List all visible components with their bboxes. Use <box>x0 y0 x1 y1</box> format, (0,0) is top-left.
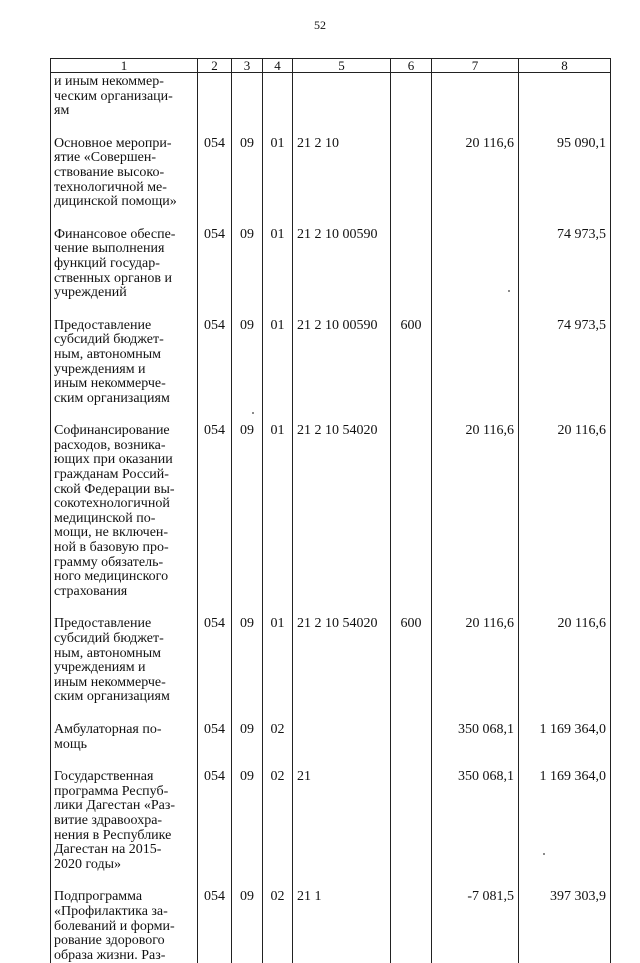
row-name-line: ющих при оказании <box>54 453 197 468</box>
col6-cell: 600 <box>391 615 432 705</box>
col6-cell <box>391 226 432 301</box>
col4-cell: 01 <box>263 422 293 599</box>
row-name-line: мощь <box>54 738 197 753</box>
row-name-line: ной в базовую про- <box>54 541 197 556</box>
row-name-line: медицинской по- <box>54 512 197 527</box>
row-name-line: ного медицинского <box>54 570 197 585</box>
row-name-cell <box>51 135 198 210</box>
spacer-cell <box>432 406 519 422</box>
table-row <box>51 135 611 210</box>
row-name-line: Основное меропри- <box>54 137 197 152</box>
col3-cell: 09 <box>232 226 263 301</box>
col8-amount-cell: 20 116,6 <box>519 422 611 599</box>
row-name-line: Предоставление <box>54 319 197 334</box>
spacer-row <box>51 599 611 615</box>
spacer-cell <box>519 705 611 721</box>
col4-cell: 01 <box>263 615 293 705</box>
scan-speck <box>508 290 510 292</box>
row-name-line: Предоставление <box>54 617 197 632</box>
row-name-line: образа жизни. Раз- <box>54 949 197 963</box>
col7-amount-cell: 20 116,6 <box>432 615 519 705</box>
col7-amount-cell <box>432 73 519 119</box>
col3-cell: 09 <box>232 422 263 599</box>
col8-amount-cell: 95 090,1 <box>519 135 611 210</box>
spacer-cell <box>432 210 519 226</box>
spacer-cell <box>293 301 391 317</box>
row-name-line: ским организациям <box>54 690 197 705</box>
row-name-line: субсидий бюджет- <box>54 632 197 647</box>
spacer-cell <box>293 406 391 422</box>
row-name-line: мощи, не включен- <box>54 526 197 541</box>
spacer-cell <box>293 705 391 721</box>
col4-cell: 02 <box>263 721 293 752</box>
col4-cell: 02 <box>263 768 293 872</box>
col7-amount-cell: 20 116,6 <box>432 135 519 210</box>
col6-cell <box>391 768 432 872</box>
spacer-cell <box>263 210 293 226</box>
spacer-cell <box>263 705 293 721</box>
col4-cell <box>263 73 293 119</box>
row-name-line: учреждениям и <box>54 363 197 378</box>
row-name-line: расходов, возника- <box>54 439 197 454</box>
col5-code-cell: 21 2 10 54020 <box>293 615 391 705</box>
table-row <box>51 73 611 119</box>
row-name-cell <box>51 768 198 872</box>
row-name-line: иным некоммерче- <box>54 676 197 691</box>
spacer-cell <box>519 301 611 317</box>
scan-speck <box>543 853 545 855</box>
row-name-line: Финансовое обеспе- <box>54 228 197 243</box>
row-name-line: иным некоммерче- <box>54 377 197 392</box>
col7-amount-cell: 20 116,6 <box>432 422 519 599</box>
spacer-cell <box>198 872 232 888</box>
col4-cell: 02 <box>263 888 293 963</box>
spacer-row <box>51 119 611 135</box>
budget-table <box>50 58 611 963</box>
row-name-cell <box>51 888 198 963</box>
spacer-cell <box>391 406 432 422</box>
row-name-line: ской Федерации вы- <box>54 483 197 498</box>
col2-cell: 054 <box>198 768 232 872</box>
col5-code-cell: 21 2 10 00590 <box>293 317 391 407</box>
spacer-cell <box>391 752 432 768</box>
spacer-cell <box>432 119 519 135</box>
col2-cell: 054 <box>198 317 232 407</box>
col6-cell <box>391 135 432 210</box>
column-header: 2 <box>198 59 232 73</box>
spacer-row <box>51 301 611 317</box>
spacer-cell <box>519 599 611 615</box>
col8-amount-cell: 1 169 364,0 <box>519 768 611 872</box>
spacer-cell <box>198 301 232 317</box>
row-name-line: чение выполнения <box>54 242 197 257</box>
spacer-cell <box>232 752 263 768</box>
spacer-cell <box>51 119 198 135</box>
row-name-line: дицинской помощи» <box>54 195 197 210</box>
spacer-cell <box>432 599 519 615</box>
spacer-cell <box>519 406 611 422</box>
row-name-line: ным, автономным <box>54 647 197 662</box>
row-name-cell <box>51 317 198 407</box>
col5-code-cell: 21 2 10 <box>293 135 391 210</box>
col5-code-cell: 21 <box>293 768 391 872</box>
spacer-row <box>51 406 611 422</box>
spacer-cell <box>263 752 293 768</box>
col4-cell: 01 <box>263 135 293 210</box>
col6-cell <box>391 73 432 119</box>
row-name-line: технологичной ме- <box>54 181 197 196</box>
spacer-cell <box>51 210 198 226</box>
row-name-line: Дагестан на 2015- <box>54 843 197 858</box>
row-name-cell <box>51 615 198 705</box>
spacer-cell <box>432 872 519 888</box>
col6-cell <box>391 888 432 963</box>
row-name-cell <box>51 422 198 599</box>
row-name-line: нения в Республике <box>54 829 197 844</box>
row-name-line: субсидий бюджет- <box>54 333 197 348</box>
col5-code-cell <box>293 721 391 752</box>
col3-cell <box>232 73 263 119</box>
spacer-cell <box>293 752 391 768</box>
spacer-cell <box>519 119 611 135</box>
spacer-cell <box>391 301 432 317</box>
column-header: 5 <box>293 59 391 73</box>
row-name-line: страхования <box>54 585 197 600</box>
col5-code-cell: 21 2 10 00590 <box>293 226 391 301</box>
row-name-cell <box>51 721 198 752</box>
spacer-row <box>51 210 611 226</box>
col2-cell: 054 <box>198 226 232 301</box>
col2-cell <box>198 73 232 119</box>
table-row <box>51 615 611 705</box>
col2-cell: 054 <box>198 135 232 210</box>
col7-amount-cell <box>432 226 519 301</box>
column-header: 1 <box>51 59 198 73</box>
row-name-line: сокотехнологичной <box>54 497 197 512</box>
col8-amount-cell: 74 973,5 <box>519 317 611 407</box>
row-name-line: «Профилактика за- <box>54 905 197 920</box>
spacer-cell <box>51 872 198 888</box>
row-name-line: ческим организаци- <box>54 90 197 105</box>
spacer-cell <box>263 872 293 888</box>
row-name-cell <box>51 73 198 119</box>
row-name-line: учреждениям и <box>54 661 197 676</box>
spacer-cell <box>232 406 263 422</box>
row-name-line: Софинансирование <box>54 424 197 439</box>
row-name-line: ным, автономным <box>54 348 197 363</box>
col5-code-cell: 21 2 10 54020 <box>293 422 391 599</box>
spacer-cell <box>232 872 263 888</box>
row-name-line: Амбулаторная по- <box>54 723 197 738</box>
spacer-cell <box>293 119 391 135</box>
spacer-cell <box>293 210 391 226</box>
column-header: 3 <box>232 59 263 73</box>
row-name-line: программа Респуб- <box>54 785 197 800</box>
row-name-line: и иным некоммер- <box>54 75 197 90</box>
row-name-line: функций государ- <box>54 257 197 272</box>
row-name-line: ским организациям <box>54 392 197 407</box>
col8-amount-cell: 74 973,5 <box>519 226 611 301</box>
col6-cell: 600 <box>391 317 432 407</box>
col3-cell: 09 <box>232 888 263 963</box>
spacer-cell <box>51 406 198 422</box>
spacer-cell <box>232 119 263 135</box>
column-header: 8 <box>519 59 611 73</box>
col8-amount-cell: 397 303,9 <box>519 888 611 963</box>
spacer-cell <box>432 752 519 768</box>
row-name-line: гражданам Россий- <box>54 468 197 483</box>
spacer-row <box>51 752 611 768</box>
spacer-cell <box>263 406 293 422</box>
spacer-cell <box>391 705 432 721</box>
row-name-line: ям <box>54 104 197 119</box>
col8-amount-cell <box>519 73 611 119</box>
spacer-cell <box>198 599 232 615</box>
spacer-cell <box>198 406 232 422</box>
row-name-line: лики Дагестан «Раз- <box>54 799 197 814</box>
spacer-cell <box>232 705 263 721</box>
spacer-row <box>51 705 611 721</box>
spacer-cell <box>519 872 611 888</box>
col2-cell: 054 <box>198 721 232 752</box>
col2-cell: 054 <box>198 888 232 963</box>
spacer-cell <box>391 872 432 888</box>
row-name-line: витие здравоохра- <box>54 814 197 829</box>
spacer-cell <box>51 705 198 721</box>
table-row <box>51 768 611 872</box>
col6-cell <box>391 721 432 752</box>
scan-speck <box>252 412 254 414</box>
table-row <box>51 317 611 407</box>
col2-cell: 054 <box>198 615 232 705</box>
table-row <box>51 721 611 752</box>
row-name-line: 2020 годы» <box>54 858 197 873</box>
spacer-cell <box>51 599 198 615</box>
col3-cell: 09 <box>232 317 263 407</box>
spacer-cell <box>51 752 198 768</box>
table-body <box>51 73 611 963</box>
spacer-cell <box>51 301 198 317</box>
spacer-cell <box>432 301 519 317</box>
col4-cell: 01 <box>263 317 293 407</box>
spacer-cell <box>263 301 293 317</box>
spacer-cell <box>293 599 391 615</box>
page-number: 52 <box>0 18 640 33</box>
col3-cell: 09 <box>232 135 263 210</box>
row-name-line: учреждений <box>54 286 197 301</box>
col2-cell: 054 <box>198 422 232 599</box>
spacer-cell <box>391 599 432 615</box>
column-header: 4 <box>263 59 293 73</box>
col7-amount-cell: -7 081,5 <box>432 888 519 963</box>
spacer-cell <box>232 599 263 615</box>
col5-code-cell <box>293 73 391 119</box>
spacer-cell <box>519 210 611 226</box>
column-header: 6 <box>391 59 432 73</box>
row-name-line: Подпрограмма <box>54 890 197 905</box>
col7-amount-cell: 350 068,1 <box>432 721 519 752</box>
row-name-line: Государственная <box>54 770 197 785</box>
table-header-row <box>51 59 611 73</box>
table-row <box>51 888 611 963</box>
row-name-line: ятие «Совершен- <box>54 151 197 166</box>
column-header: 7 <box>432 59 519 73</box>
col8-amount-cell: 20 116,6 <box>519 615 611 705</box>
spacer-cell <box>293 872 391 888</box>
col4-cell: 01 <box>263 226 293 301</box>
spacer-cell <box>198 705 232 721</box>
spacer-cell <box>198 752 232 768</box>
spacer-cell <box>263 599 293 615</box>
spacer-cell <box>198 210 232 226</box>
spacer-cell <box>391 119 432 135</box>
spacer-cell <box>391 210 432 226</box>
col7-amount-cell: 350 068,1 <box>432 768 519 872</box>
row-name-cell <box>51 226 198 301</box>
row-name-line: ственных органов и <box>54 272 197 287</box>
spacer-cell <box>232 301 263 317</box>
table-row <box>51 422 611 599</box>
table-row <box>51 226 611 301</box>
row-name-line: грамму обязатель- <box>54 556 197 571</box>
row-name-line: рование здорового <box>54 934 197 949</box>
col3-cell: 09 <box>232 768 263 872</box>
col3-cell: 09 <box>232 721 263 752</box>
spacer-cell <box>263 119 293 135</box>
spacer-cell <box>432 705 519 721</box>
spacer-cell <box>232 210 263 226</box>
col8-amount-cell: 1 169 364,0 <box>519 721 611 752</box>
col6-cell <box>391 422 432 599</box>
spacer-cell <box>519 752 611 768</box>
row-name-line: болеваний и форми- <box>54 920 197 935</box>
spacer-row <box>51 872 611 888</box>
col7-amount-cell <box>432 317 519 407</box>
spacer-cell <box>198 119 232 135</box>
col3-cell: 09 <box>232 615 263 705</box>
col5-code-cell: 21 1 <box>293 888 391 963</box>
row-name-line: ствование высоко- <box>54 166 197 181</box>
